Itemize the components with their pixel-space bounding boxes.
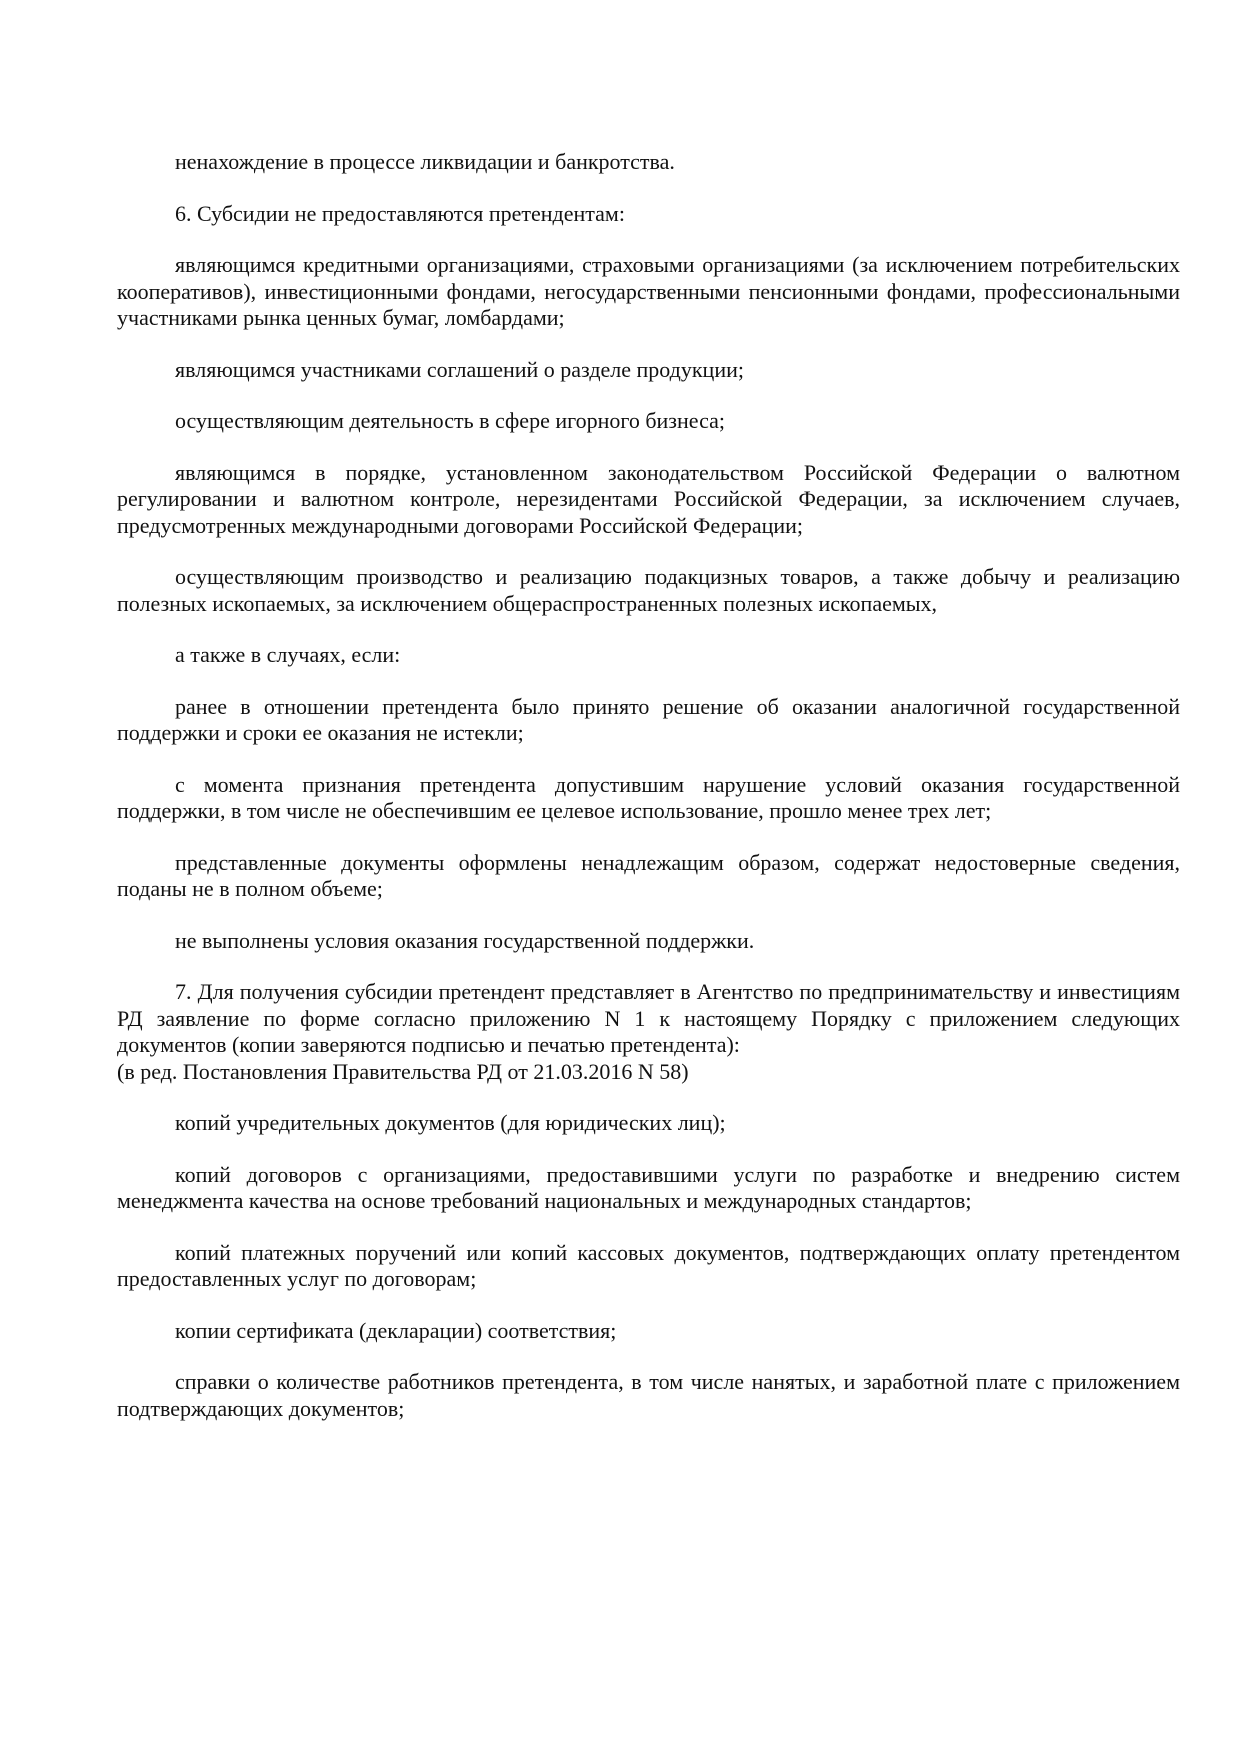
paragraph-nonresidents: являющимся в порядке, установленном законодательством Российской Федерации о валютном регулировании и валютном контроле, нерезидентами Российской Федерации, за исключением случаев, предусмотренных международными договорами Российской Федерации; bbox=[117, 459, 1180, 538]
paragraph-payment-orders: копий платежных поручений или копий кассовых документов, подтверждающих оплату претендентом предоставленных услуг по договорам; bbox=[117, 1239, 1180, 1291]
paragraph-liquidation: ненахождение в процессе ликвидации и банкротства. bbox=[175, 149, 675, 174]
paragraph-section-6: 6. Субсидии не предоставляются претендентам: bbox=[175, 200, 625, 226]
section-7-text: 7. Для получения субсидии претендент представляет в Агентство по предпринимательству и инвестициям РД заявление по форме согласно приложению N 1 к настоящему Порядку с приложением следующих документов (копии заверяются подписью и печатью претендента): bbox=[117, 979, 1180, 1057]
paragraph-gambling: осуществляющим деятельность в сфере игорного бизнеса; bbox=[175, 408, 725, 433]
paragraph-cases-if: а также в случаях, если: bbox=[175, 642, 401, 667]
paragraph-excise-goods: осуществляющим производство и реализацию подакцизных товаров, а также добычу и реализацию полезных ископаемых, за исключением общераспространенных полезных ископаемых, bbox=[117, 564, 1180, 616]
paragraph-previous-support: ранее в отношении претендента было принято решение об оказании аналогичной государственной поддержки и сроки ее оказания не истекли; bbox=[117, 693, 1180, 745]
amendment-note: (в ред. Постановления Правительства РД от 21.03.2016 N 58) bbox=[117, 1058, 689, 1084]
paragraph-employees: справки о количестве работников претендента, в том числе нанятых, и заработной плате с приложением подтверждающих документов; bbox=[117, 1369, 1180, 1421]
paragraph-improper-documents: представленные документы оформлены ненадлежащим образом, содержат недостоверные сведения, поданы не в полном объеме; bbox=[117, 849, 1180, 901]
paragraph-production-sharing: являющимся участниками соглашений о разделе продукции; bbox=[175, 356, 744, 382]
paragraph-violation: с момента признания претендента допустившим нарушение условий оказания государственной поддержки, в том числе не обеспечившим ее целевое использование, прошло менее трех лет; bbox=[117, 771, 1180, 823]
paragraph-conditions-not-met: не выполнены условия оказания государственной поддержки. bbox=[175, 927, 755, 953]
paragraph-section-7 bbox=[117, 979, 1180, 1085]
paragraph-certificate: копии сертификата (декларации) соответствия; bbox=[175, 1317, 617, 1343]
paragraph-founding-documents: копий учредительных документов (для юридических лиц); bbox=[175, 1110, 726, 1135]
paragraph-credit-organizations: являющимся кредитными организациями, страховыми организациями (за исключением потребительских кооперативов), инвестиционными фондами, негосударственными пенсионными фондами, профессиональными участниками рынка ценных бумаг, ломбардами; bbox=[117, 252, 1180, 330]
document-page bbox=[117, 149, 1180, 1447]
paragraph-contracts: копий договоров с организациями, предоставившими услуги по разработке и внедрению систем менеджмента качества на основе требований национальных и международных стандартов; bbox=[117, 1161, 1180, 1213]
